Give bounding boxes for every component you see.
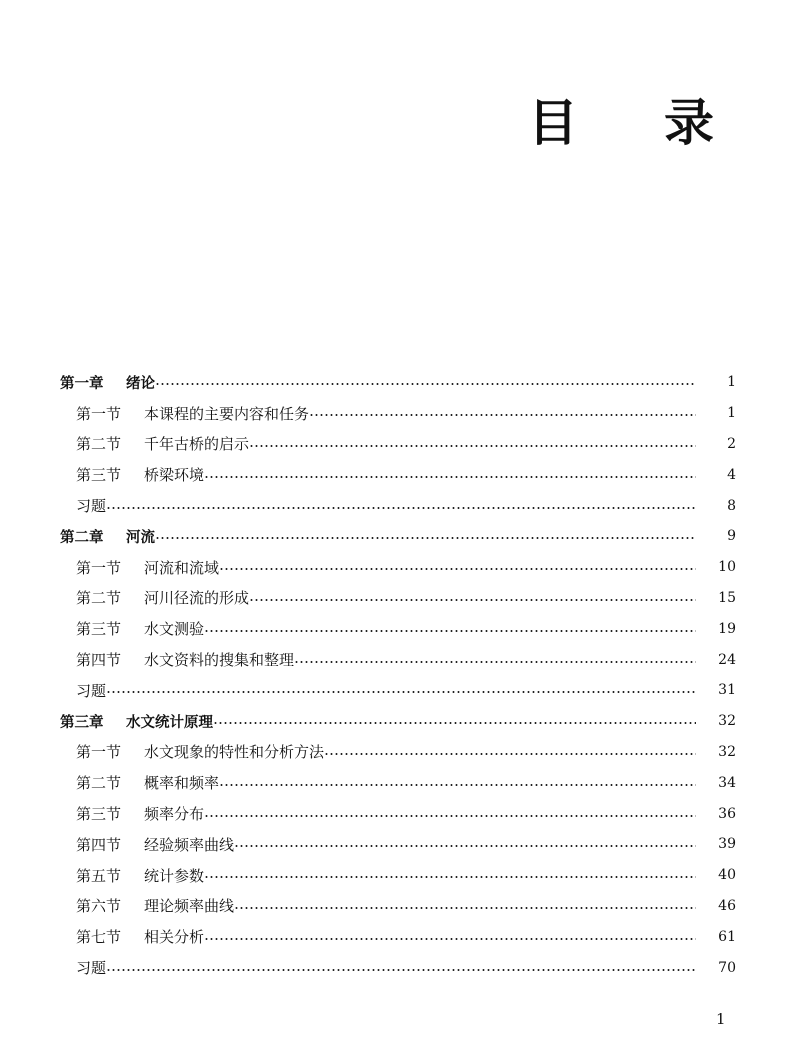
- dot-leader: [249, 599, 696, 601]
- page-number: 1: [716, 1010, 726, 1028]
- toc-entry-label: [76, 926, 204, 947]
- toc-entry-page: 40: [718, 867, 736, 884]
- toc-entry-label: [76, 772, 219, 793]
- toc-entry-section[interactable]: [0, 429, 790, 460]
- toc-entry-page: 61: [718, 928, 736, 945]
- toc-entry-number: 第二节: [76, 774, 122, 793]
- toc-entry-number: 第一节: [76, 558, 122, 577]
- toc-entry-section[interactable]: [0, 767, 790, 798]
- toc-entry-page: 34: [718, 774, 736, 791]
- toc-entry-number: 第二章: [60, 529, 104, 546]
- dot-leader: [106, 969, 696, 971]
- toc-entry-exercise[interactable]: [0, 952, 790, 983]
- toc-entry-section[interactable]: [0, 860, 790, 891]
- toc-entry-page: 9: [727, 528, 736, 545]
- toc-entry-page: 15: [718, 589, 736, 606]
- toc-entry-label: [76, 895, 234, 916]
- dot-leader: [219, 568, 696, 570]
- toc-entry-number: 第三节: [76, 805, 122, 824]
- toc-entry-page: 2: [727, 435, 736, 452]
- toc-entry-number: 第二节: [76, 435, 122, 454]
- toc-entry-title: 统计参数: [144, 866, 205, 885]
- toc-entry-chapter[interactable]: [0, 367, 790, 398]
- toc-entry-section[interactable]: [0, 737, 790, 768]
- toc-entry-exercise[interactable]: [0, 490, 790, 521]
- toc-entry-number: 第二节: [76, 589, 122, 608]
- toc-entry-page: 31: [718, 682, 736, 699]
- toc-entry-section[interactable]: [0, 613, 790, 644]
- toc-entry-number: 第三节: [76, 620, 122, 639]
- dot-leader: [155, 383, 696, 385]
- dot-leader: [249, 445, 696, 447]
- toc-entry-label: [76, 403, 309, 424]
- toc-entry-section[interactable]: [0, 921, 790, 952]
- toc-entry-page: 32: [718, 713, 736, 730]
- toc-entry-title: 河川径流的形成: [144, 589, 250, 608]
- toc-entry-title: 经验频率曲线: [144, 835, 235, 854]
- toc-entry-page: 39: [718, 836, 736, 853]
- toc-entry-label: [76, 803, 204, 824]
- toc-entry-title: 习题: [76, 681, 107, 700]
- toc-entry-title: 河流: [126, 529, 155, 546]
- toc-entry-label: [76, 957, 106, 978]
- toc-entry-title: 水文统计原理: [126, 714, 213, 731]
- toc-entry-page: 8: [727, 497, 736, 514]
- toc-entry-chapter[interactable]: [0, 706, 790, 737]
- toc-entry-title: 习题: [76, 959, 107, 978]
- toc-entry-label: [76, 834, 234, 855]
- toc-entry-number: 第四节: [76, 835, 122, 854]
- toc-entry-number: 第一节: [76, 404, 122, 423]
- toc-entry-title: 千年古桥的启示: [144, 435, 250, 454]
- toc-entry-title: 习题: [76, 497, 107, 516]
- dot-leader: [204, 876, 696, 878]
- table-of-contents: [0, 367, 790, 983]
- toc-entry-label: [76, 865, 204, 886]
- toc-entry-label: [60, 372, 155, 393]
- dot-leader: [234, 845, 696, 847]
- toc-entry-page: 10: [718, 559, 736, 576]
- toc-entry-page: 19: [718, 620, 736, 637]
- toc-entry-title: 水文测验: [144, 620, 205, 639]
- toc-entry-number: 第三章: [60, 714, 104, 731]
- toc-entry-number: 第五节: [76, 866, 122, 885]
- page-title-char-1: 目: [528, 94, 578, 152]
- page-title: [528, 88, 718, 158]
- toc-entry-label: [76, 495, 106, 516]
- toc-entry-number: 第四节: [76, 651, 122, 670]
- toc-entry-page: 1: [727, 405, 736, 422]
- dot-leader: [204, 938, 696, 940]
- dot-leader: [106, 507, 696, 509]
- toc-entry-page: 1: [727, 374, 736, 391]
- toc-entry-section[interactable]: [0, 459, 790, 490]
- toc-entry-page: 46: [718, 897, 736, 914]
- toc-entry-page: 32: [718, 743, 736, 760]
- toc-entry-label: [76, 649, 294, 670]
- dot-leader: [204, 815, 696, 817]
- toc-entry-title: 理论频率曲线: [144, 897, 235, 916]
- toc-entry-title: 绪论: [126, 375, 155, 392]
- toc-entry-label: [76, 557, 219, 578]
- toc-entry-label: [76, 433, 249, 454]
- toc-entry-number: 第一节: [76, 743, 122, 762]
- toc-entry-title: 水文现象的特性和分析方法: [144, 743, 325, 762]
- page-title-char-2: 录: [664, 94, 714, 152]
- toc-entry-section[interactable]: [0, 891, 790, 922]
- dot-leader: [204, 476, 696, 478]
- toc-entry-title: 水文资料的搜集和整理: [144, 651, 295, 670]
- toc-entry-title: 相关分析: [144, 928, 205, 947]
- dot-leader: [294, 661, 696, 663]
- toc-entry-title: 本课程的主要内容和任务: [144, 404, 310, 423]
- toc-entry-label: [76, 464, 204, 485]
- toc-entry-title: 河流和流域: [144, 558, 220, 577]
- toc-entry-number: 第六节: [76, 897, 122, 916]
- dot-leader: [234, 907, 696, 909]
- toc-entry-page: 24: [718, 651, 736, 668]
- toc-entry-chapter[interactable]: [0, 521, 790, 552]
- toc-entry-label: [60, 711, 213, 732]
- toc-entry-title: 概率和频率: [144, 774, 220, 793]
- dot-leader: [204, 630, 696, 632]
- toc-entry-number: 第三节: [76, 466, 122, 485]
- dot-leader: [106, 691, 696, 693]
- toc-entry-section[interactable]: [0, 644, 790, 675]
- toc-entry-title: 桥梁环境: [144, 466, 205, 485]
- toc-entry-page: 4: [727, 466, 736, 483]
- toc-entry-exercise[interactable]: [0, 675, 790, 706]
- dot-leader: [219, 784, 696, 786]
- dot-leader: [309, 414, 696, 416]
- toc-entry-number: 第七节: [76, 928, 122, 947]
- toc-entry-label: [60, 526, 155, 547]
- toc-entry-section[interactable]: [0, 583, 790, 614]
- toc-entry-label: [76, 618, 204, 639]
- toc-entry-title: 频率分布: [144, 805, 205, 824]
- dot-leader: [213, 722, 696, 724]
- toc-entry-page: 70: [718, 959, 736, 976]
- toc-entry-label: [76, 587, 249, 608]
- toc-entry-page: 36: [718, 805, 736, 822]
- dot-leader: [155, 537, 696, 539]
- toc-entry-section[interactable]: [0, 798, 790, 829]
- toc-entry-label: [76, 680, 106, 701]
- toc-entry-number: 第一章: [60, 375, 104, 392]
- toc-entry-section[interactable]: [0, 829, 790, 860]
- toc-entry-section[interactable]: [0, 552, 790, 583]
- dot-leader: [324, 753, 696, 755]
- toc-entry-label: [76, 741, 324, 762]
- toc-entry-section[interactable]: [0, 398, 790, 429]
